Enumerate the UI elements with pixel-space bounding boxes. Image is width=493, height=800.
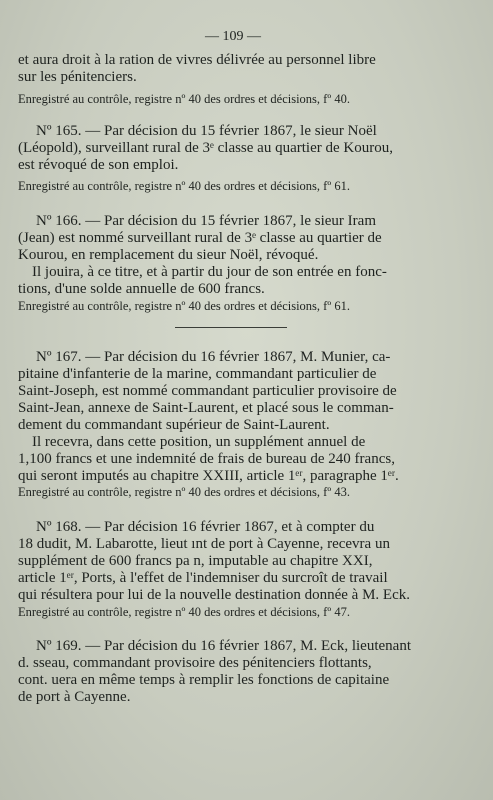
text-line: (Léopold), surveillant rural de 3ᵉ classe au quartier de Kourou,: [18, 140, 393, 156]
registration-note: Enregistré au contrôle, registre nº 40 des ordres et décisions, fº 47.: [18, 605, 350, 619]
text-line: sur les pénitenciers.: [18, 69, 137, 85]
text-line: Kourou, en remplacement du sieur Noël, révoqué.: [18, 247, 319, 263]
registration-note: Enregistré au contrôle, registre nº 40 des ordres et décisions, fº 61.: [18, 299, 350, 313]
text-line: Nº 167. — Par décision du 16 février 1867, M. Munier, ca-: [36, 349, 391, 365]
text-line: de port à Cayenne.: [18, 689, 131, 705]
text-line: Saint-Joseph, est nommé commandant particulier provisoire de: [18, 383, 397, 399]
text-line: d. sseau, commandant provisoire des pénitenciers flottants,: [18, 655, 372, 671]
registration-note: Enregistré au contrôle, registre nº 40 des ordres et décisions, fº 61.: [18, 179, 350, 193]
text-line: qui résultera pour lui de la nouvelle destination donnée à M. Eck.: [18, 587, 410, 603]
text-line: pitaine d'infanterie de la marine, commandant particulier de: [18, 366, 377, 382]
text-line: Nº 169. — Par décision du 16 février 1867, M. Eck, lieutenant: [36, 638, 411, 654]
text-line: Nº 168. — Par décision 16 février 1867, et à compter du: [36, 519, 375, 535]
text-line: est révoqué de son emploi.: [18, 157, 179, 173]
text-line: 1,100 francs et une indemnité de frais de bureau de 240 francs,: [18, 451, 395, 467]
text-line: et aura droit à la ration de vivres délivrée au personnel libre: [18, 52, 376, 68]
text-line: tions, d'une solde annuelle de 600 francs.: [18, 281, 265, 297]
section-divider: [175, 327, 287, 328]
page-number: — 109 —: [205, 29, 261, 44]
registration-note: Enregistré au contrôle, registre nº 40 des ordres et décisions, fº 40.: [18, 92, 350, 106]
text-line: Saint-Jean, annexe de Saint-Laurent, et placé sous le comman-: [18, 400, 394, 416]
text-line: Nº 166. — Par décision du 15 février 1867, le sieur Iram: [36, 213, 376, 229]
text-line: 18 dudit, M. Labarotte, lieut ınt de port à Cayenne, recevra un: [18, 536, 390, 552]
text-line: supplément de 600 francs pa n, imputable au chapitre XXI,: [18, 553, 373, 569]
text-line: Il jouira, à ce titre, et à partir du jour de son entrée en fonc-: [32, 264, 387, 280]
text-line: Nº 165. — Par décision du 15 février 1867, le sieur Noël: [36, 123, 377, 139]
text-line: cont. uera en même temps à remplir les fonctions de capitaine: [18, 672, 390, 688]
text-line: Il recevra, dans cette position, un supplément annuel de: [32, 434, 366, 450]
text-line: article 1ᵉʳ, Ports, à l'effet de l'indemniser du surcroît de travail: [18, 570, 388, 586]
text-line: dement du commandant supérieur de Saint-Laurent.: [18, 417, 330, 433]
registration-note: Enregistré au contrôle, registre nº 40 des ordres et décisions, fº 43.: [18, 485, 350, 499]
text-line: qui seront imputés au chapitre XXIII, article 1ᵉʳ, paragraphe 1ᵉʳ.: [18, 468, 399, 484]
text-line: (Jean) est nommé surveillant rural de 3ᵉ classe au quartier de: [18, 230, 382, 246]
